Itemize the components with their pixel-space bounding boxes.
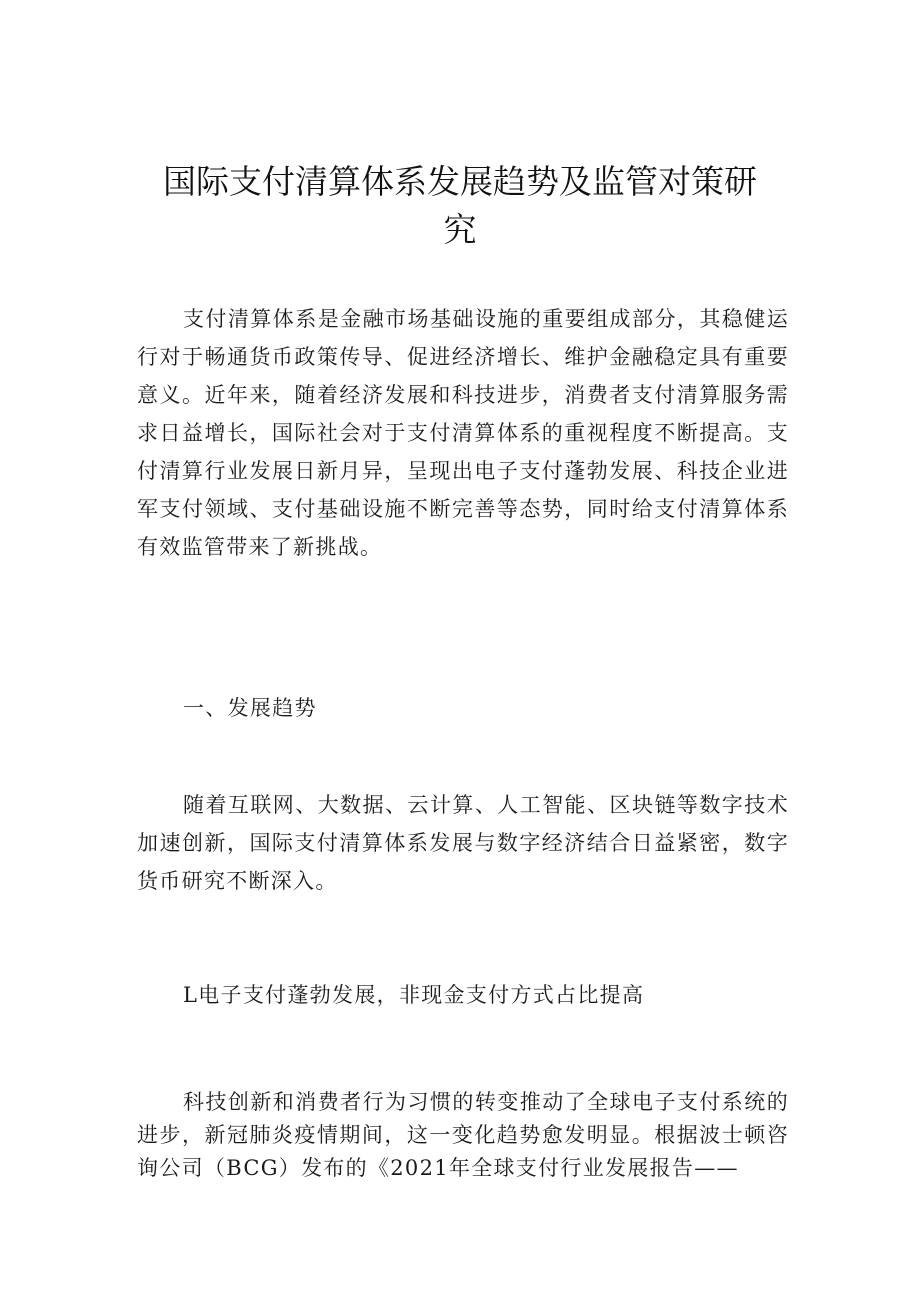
- document-title: 国际支付清算体系发展趋势及监管对策研究: [163, 162, 757, 249]
- electronic-payment-paragraph: 科技创新和消费者行为习惯的转变推动了全球电子支付系统的进步，新冠肺炎疫情期间，这一变化趋势愈发明显。根据波士顿咨询公司（BCG）发布的《2021年全球支付行业发展报告——: [137, 1090, 789, 1180]
- trend-paragraph: 随着互联网、大数据、云计算、人工智能、区块链等数字技术加速创新，国际支付清算体系发展与数字经济结合日益紧密，数字货币研究不断深入。: [137, 793, 789, 893]
- subsection-heading-electronic-payment: L电子支付蓬勃发展，非现金支付方式占比提高: [183, 983, 645, 1007]
- section-heading-development-trends: 一、发展趋势: [183, 696, 317, 720]
- intro-paragraph: 支付清算体系是金融市场基础设施的重要组成部分，其稳健运行对于畅通货币政策传导、促进经济增长、维护金融稳定具有重要意义。近年来，随着经济发展和科技进步，消费者支付清算服务需求日益增长，国际社会对于支付清算体系的重视程度不断提高。支付清算行业发展日新月异，呈现出电子支付蓬勃发展、科技企业进军支付领域、支付基础设施不断完善等态势，同时给支付清算体系有效监管带来了新挑战。: [137, 307, 789, 559]
